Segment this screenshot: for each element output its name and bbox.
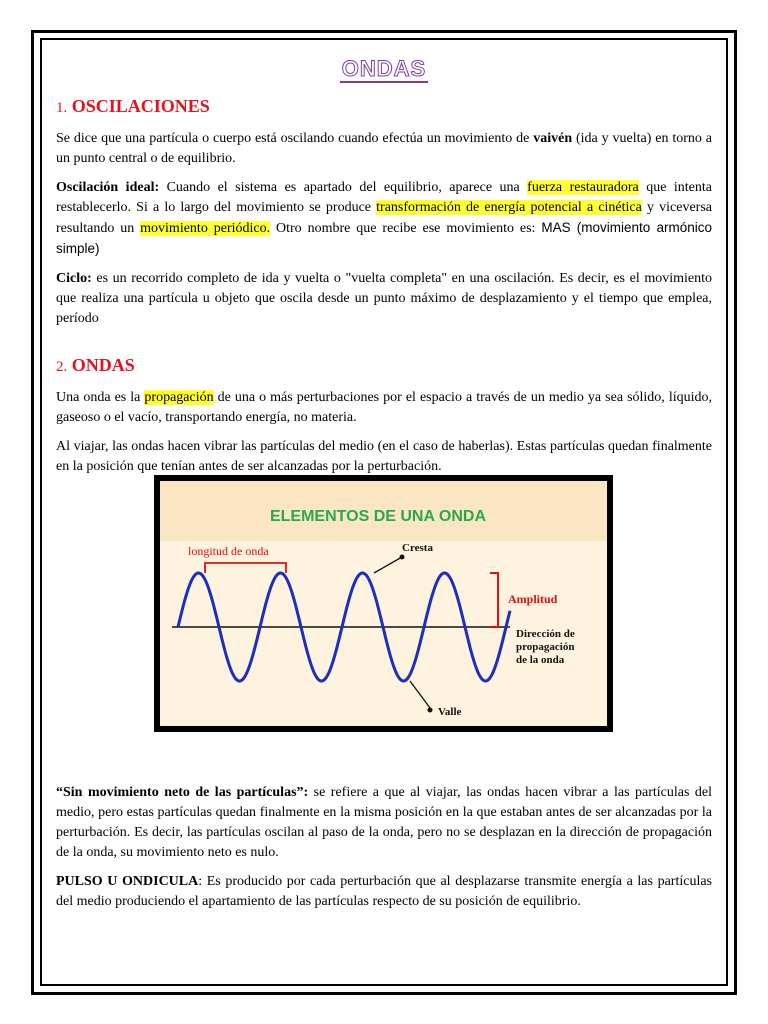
paragraph-sin-movimiento-neto: “Sin movimiento neto de las partículas”: se refiere a que al viajar, las ondas hacen vibrar a las partículas del medio, pero estas partículas quedan finalmente en la misma posición en la que estaban antes de ser alcanzadas por la perturbación. Es decir, las partículas oscilan al paso de la onda, pero no se desplazan en la dirección de propagación de la onda, su movimiento neto es nulo. (56, 785, 713, 860)
paragraph-onda-definicion: Una onda es la propagación de una o más perturbaciones por el espacio a través de un medio ya sea sólido, líquido, gaseoso o el vacío, transportando energía, no materia. (56, 390, 712, 425)
page-title: ONDAS (341, 56, 427, 81)
direction-label-line2: propagación (516, 641, 575, 653)
direction-label-line1: Dirección de (516, 628, 575, 640)
paragraph-oscilacion-definicion: Se dice que una partícula o cuerpo está oscilando cuando efectúa un movimiento de vaivén (ida y vuelta) en torno a un punto central o de equilibrio. (56, 131, 712, 166)
section-heading-ondas: 2. ONDAS (56, 355, 135, 375)
paragraph-oscilacion-ideal: Oscilación ideal: Cuando el sistema es apartado del equilibrio, aparece una fuerza restauradora que intenta restablecerlo. Si a lo largo del movimiento se produce transformación de energía potencial a cinética y viceversa resultando un movimiento periódico. Otro nombre que recibe ese movimiento es: MAS (movimiento armónico simple) (56, 180, 713, 256)
figure-title: ELEMENTOS DE UNA ONDA (269, 508, 487, 525)
section-heading-oscilaciones: 1. OSCILACIONES (56, 96, 210, 116)
crest-label: Cresta (402, 542, 433, 554)
paragraph-pulso: PULSO U ONDICULA: Es producido por cada perturbación que al desplazarse transmite energía a las partículas del medio produciendo el apartamiento de las partículas respecto de su posición de equilibrio. (56, 874, 713, 909)
trough-label: Valle (438, 706, 462, 718)
wave-elements-figure (154, 475, 613, 732)
wavelength-label: longitud de onda (188, 544, 269, 558)
paragraph-viajar: Al viajar, las ondas hacen vibrar las partículas del medio (en el caso de haberlas). Estas partículas quedan finalmente en la posición que tenían antes de ser alcanzadas por la perturbación. (56, 439, 712, 474)
wave-diagram (160, 481, 607, 726)
trough-pointer-dot (428, 708, 433, 713)
paragraph-ciclo: Ciclo: es un recorrido completo de ida y vuelta o "vuelta completa" en una oscilación. Es decir, es el movimiento que realiza una partícula u objeto que oscila desde un punto máximo de desplazamiento y el tiempo que emplea, período (56, 271, 712, 326)
direction-label-line3: de la onda (516, 654, 565, 666)
amplitude-label: Amplitud (508, 592, 558, 606)
